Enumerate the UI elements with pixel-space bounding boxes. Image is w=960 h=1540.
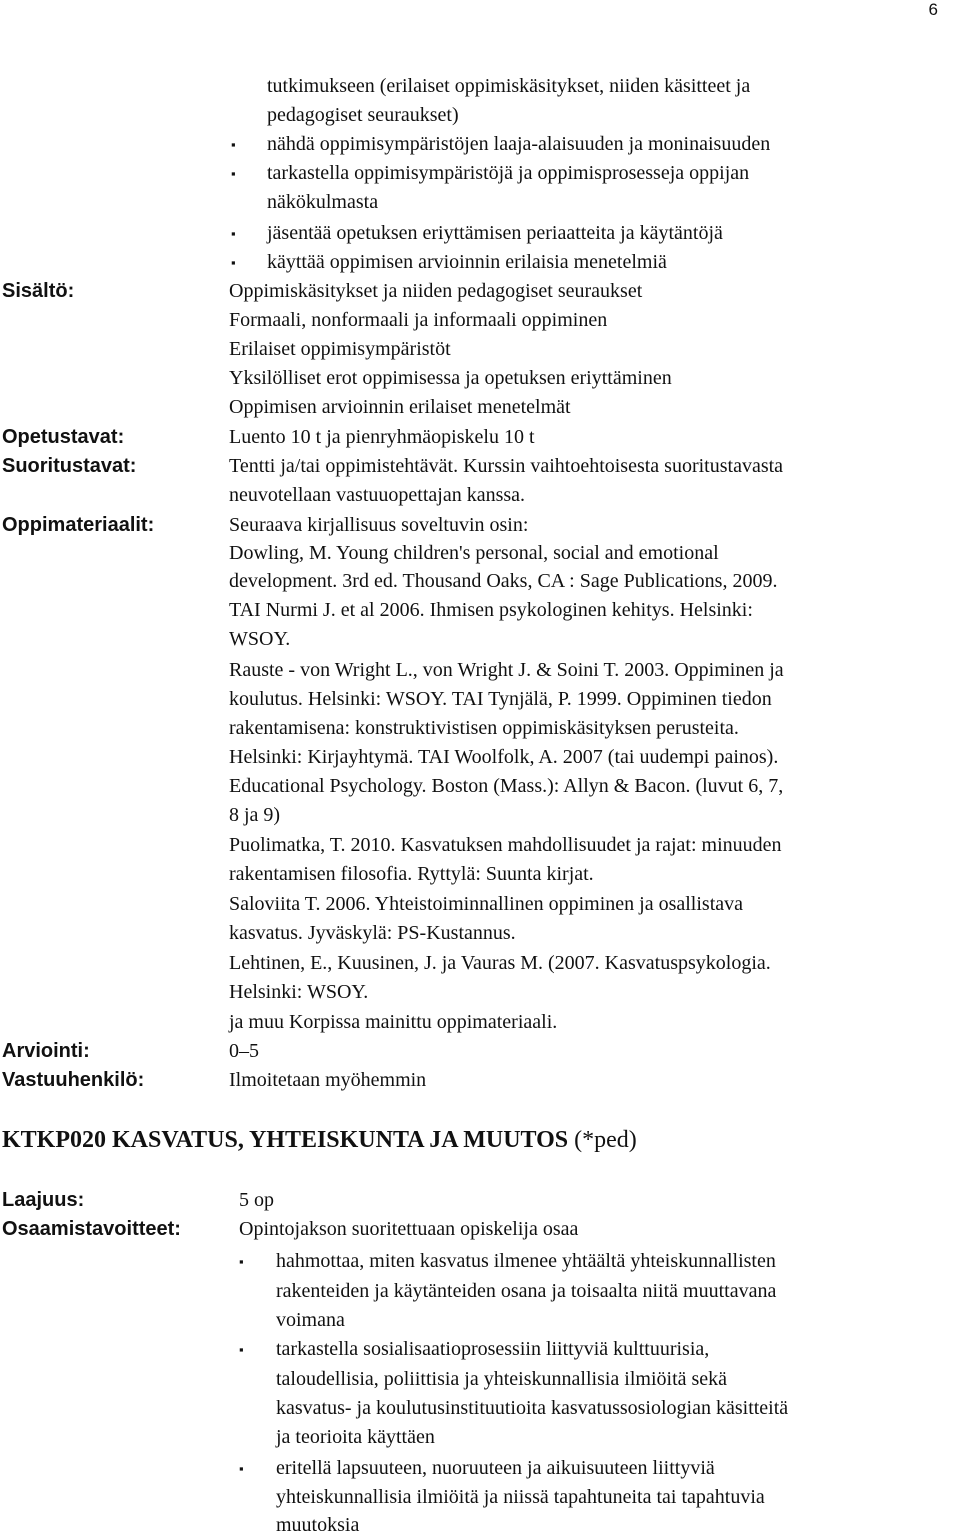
- bullet-square-icon: ▪: [239, 1461, 244, 1476]
- material-line: koulutus. Helsinki: WSOY. TAI Tynjälä, P. 1999. Oppiminen tiedon: [229, 688, 772, 710]
- course-suffix: (*ped): [568, 1127, 637, 1153]
- material-line: TAI Nurmi J. et al 2006. Ihmisen psykologinen kehitys. Helsinki:: [229, 599, 753, 621]
- material-line: Saloviita T. 2006. Yhteistoiminnallinen oppiminen ja osallistava: [229, 893, 744, 915]
- arviointi-value: 0–5: [229, 1040, 259, 1062]
- label-suoritustavat: Suoritustavat:: [2, 455, 137, 477]
- bullet-text: käyttää oppimisen arvioinnin erilaisia menetelmiä: [267, 251, 667, 273]
- bullet-text: hahmottaa, miten kasvatus ilmenee yhtäältä yhteiskunnallisten: [276, 1250, 776, 1272]
- material-line: Dowling, M. Young children's personal, social and emotional: [229, 542, 719, 564]
- material-line: Educational Psychology. Boston (Mass.): Allyn & Bacon. (luvut 6, 7,: [229, 775, 784, 797]
- bullet-text: tarkastella oppimisympäristöjä ja oppimisprosesseja oppijan: [267, 162, 750, 184]
- material-line: WSOY.: [229, 628, 291, 650]
- material-line: Helsinki: WSOY.: [229, 981, 369, 1003]
- bullet-square-icon: ▪: [231, 226, 236, 241]
- content-line: Oppimisen arvioinnin erilaiset menetelmät: [229, 396, 571, 418]
- bullet-square-icon: ▪: [231, 255, 236, 270]
- laajuus-value: 5 op: [239, 1189, 274, 1211]
- material-line: Seuraava kirjallisuus soveltuvin osin:: [229, 514, 529, 536]
- label-vastuuhenkilo: Vastuuhenkilö:: [2, 1069, 145, 1091]
- material-line: Puolimatka, T. 2010. Kasvatuksen mahdollisuudet ja rajat: minuuden: [229, 834, 782, 856]
- course-heading: [2, 1125, 637, 1155]
- label-sisalto: Sisältö:: [2, 280, 75, 302]
- bullet-text: näkökulmasta: [267, 191, 379, 213]
- material-line: kasvatus. Jyväskylä: PS-Kustannus.: [229, 922, 516, 944]
- vastuuhenkilo-value: Ilmoitetaan myöhemmin: [229, 1069, 427, 1091]
- material-line: 8 ja 9): [229, 804, 281, 826]
- material-line: rakentamisen filosofia. Ryttylä: Suunta kirjat.: [229, 863, 594, 885]
- label-opetustavat: Opetustavat:: [2, 426, 125, 448]
- opetustavat-value: Luento 10 t ja pienryhmäopiskelu 10 t: [229, 426, 535, 448]
- bullet-text: yhteiskunnallisia ilmiöitä ja niissä tapahtuneita tai tapahtuvia: [276, 1486, 765, 1508]
- bullet-text: voimana: [276, 1309, 345, 1331]
- content-line: Formaali, nonformaali ja informaali oppiminen: [229, 309, 608, 331]
- bullet-text: kasvatus- ja koulutusinstituutioita kasvatussosiologian käsitteitä: [276, 1397, 789, 1419]
- course-code-title: KTKP020 KASVATUS, YHTEISKUNTA JA MUUTOS: [2, 1127, 569, 1153]
- bullet-text: eritellä lapsuuteen, nuoruuteen ja aikuisuuteen liittyviä: [276, 1457, 715, 1479]
- content-line: Erilaiset oppimisympäristöt: [229, 338, 451, 360]
- bullet-text: rakenteiden ja käytänteiden osana ja toisaalta niitä muuttavana: [276, 1280, 777, 1302]
- material-line: Rauste - von Wright L., von Wright J. & Soini T. 2003. Oppiminen ja: [229, 659, 784, 681]
- bullet-text: muutoksia: [276, 1514, 360, 1536]
- bullet-text: tarkastella sosialisaatioprosessiin liittyviä kulttuurisia,: [276, 1338, 710, 1360]
- bullet-square-icon: ▪: [231, 166, 236, 181]
- bullet-square-icon: ▪: [239, 1342, 244, 1357]
- osaamistavoitteet-intro: Opintojakson suoritettuaan opiskelija osaa: [239, 1218, 579, 1240]
- material-line: rakentamisena: konstruktivistisen oppimiskäsityksen perusteita.: [229, 717, 739, 739]
- content-line: Oppimiskäsitykset ja niiden pedagogiset seuraukset: [229, 280, 643, 302]
- text-line: tutkimukseen (erilaiset oppimiskäsitykset, niiden käsitteet ja: [267, 75, 751, 97]
- suoritustavat-line: neuvotellaan vastuuopettajan kanssa.: [229, 484, 526, 506]
- label-osaamistavoitteet: Osaamistavoitteet:: [2, 1218, 181, 1240]
- material-line: development. 3rd ed. Thousand Oaks, CA : Sage Publications, 2009.: [229, 570, 778, 592]
- material-line: Helsinki: Kirjayhtymä. TAI Woolfolk, A. 2007 (tai uudempi painos).: [229, 746, 779, 768]
- material-line: Lehtinen, E., Kuusinen, J. ja Vauras M. (2007. Kasvatuspsykologia.: [229, 952, 771, 974]
- label-arviointi: Arviointi:: [2, 1040, 90, 1062]
- suoritustavat-line: Tentti ja/tai oppimistehtävät. Kurssin vaihtoehtoisesta suoritustavasta: [229, 455, 784, 477]
- label-oppimateriaalit: Oppimateriaalit:: [2, 514, 155, 536]
- text-line: pedagogiset seuraukset): [267, 104, 459, 126]
- bullet-square-icon: ▪: [239, 1254, 244, 1269]
- bullet-text: jäsentää opetuksen eriyttämisen periaatteita ja käytäntöjä: [267, 222, 723, 244]
- bullet-square-icon: ▪: [231, 137, 236, 152]
- page-number: 6: [928, 0, 938, 19]
- bullet-text: ja teorioita käyttäen: [276, 1426, 435, 1448]
- content-line: Yksilölliset erot oppimisessa ja opetuksen eriyttäminen: [229, 367, 672, 389]
- bullet-text: nähdä oppimisympäristöjen laaja-alaisuuden ja moninaisuuden: [267, 133, 771, 155]
- material-line: ja muu Korpissa mainittu oppimateriaali.: [229, 1011, 558, 1033]
- label-laajuus: Laajuus:: [2, 1189, 85, 1211]
- bullet-text: taloudellisia, poliittisia ja yhteiskunnallisia ilmiöitä sekä: [276, 1368, 728, 1390]
